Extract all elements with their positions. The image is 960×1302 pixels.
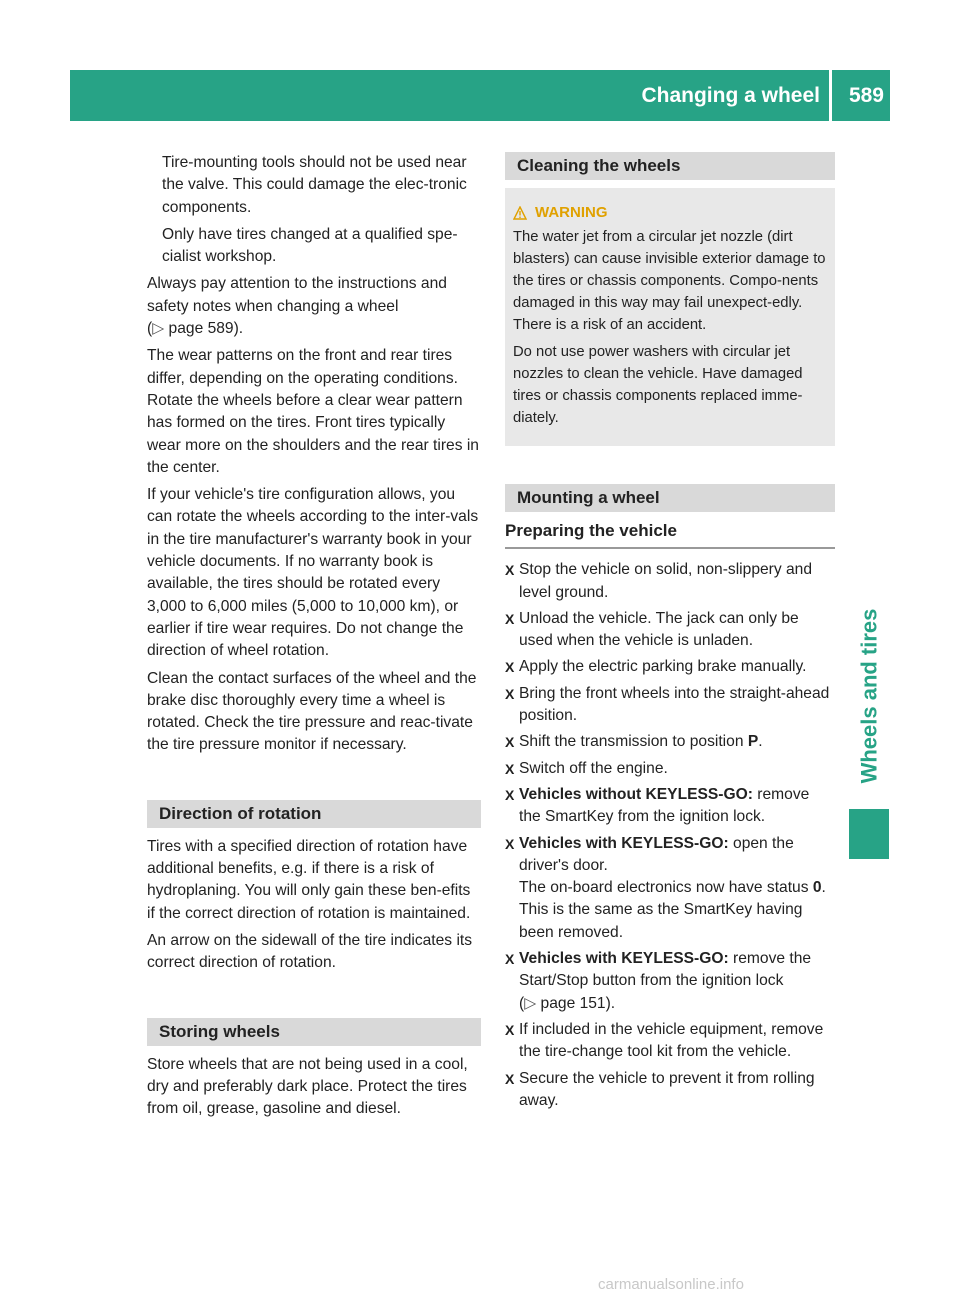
- step-bullet-icon: X: [505, 685, 515, 702]
- step-bullet-icon: X: [505, 659, 515, 676]
- side-tab-label: Wheels and tires: [856, 608, 881, 784]
- header-separator: [829, 70, 832, 121]
- warning-box: [505, 188, 835, 446]
- list-item: X Shift the transmission to position P.: [505, 731, 835, 753]
- right-column: [505, 152, 835, 1116]
- page-ref-open: (: [147, 320, 153, 338]
- page-header: [70, 70, 890, 121]
- paragraph-direction-1: Tires with a specified direction of rotation have additional benefits, e.g. if there is a risk of hydroplaning. You will only gain these ben-efits if the correct direction of rotation is maintained.: [147, 837, 471, 922]
- note-workshop: Only have tires changed at a qualified spe-cialist workshop.: [162, 225, 458, 266]
- page-ref-link[interactable]: page 151).: [540, 994, 616, 1012]
- list-item: X Vehicles with KEYLESS-GO: remove the Start/Stop button from the ignition lock (▷ page 151).: [505, 950, 812, 1012]
- list-item: X Unload the vehicle. The jack can only be used when the vehicle is unladen.: [505, 609, 799, 650]
- section-storing-wheels: Storing wheels: [147, 1018, 481, 1046]
- page-number: 589: [848, 84, 884, 107]
- left-column: [147, 152, 481, 1125]
- section-cleaning-wheels: Cleaning the wheels: [505, 152, 835, 180]
- step-bullet-icon: X: [505, 734, 515, 751]
- paragraph-safety-text: Always pay attention to the instructions and safety notes when changing a wheel: [147, 275, 447, 315]
- list-item: X Bring the front wheels into the straight-ahead position.: [505, 684, 830, 725]
- step-bullet-icon: X: [505, 610, 515, 627]
- warning-text-2: Do not use power washers with circular jet nozzles to clean the vehicle. Have damaged tires or chassis components replaced imme-diately.: [513, 344, 803, 426]
- note-tools: Tire-mounting tools should not be used near the valve. This could damage the elec-tronic components.: [162, 154, 467, 216]
- side-tab: [849, 600, 889, 792]
- paragraph-clean-contact: Clean the contact surfaces of the wheel and the brake disc thoroughly every time a wheel is rotated. Check the tire pressure and reac-tivate the tire pressure monitor if necessary.: [147, 669, 477, 754]
- preparation-steps: [505, 559, 835, 1112]
- footer-watermark: carmanualsonline.info: [598, 1276, 744, 1293]
- page-ref-arrow-icon: ▷: [524, 994, 537, 1012]
- paragraph-rotation-intervals: If your vehicle's tire configuration allows, you can rotate the wheels according to the inter-vals in the tire manufacturer's warranty book in your vehicle documents. If no warranty book is available, the tires should be rotated every 3,000 to 6,000 miles (5,000 to 10,000 km), or earlier if tire wear requires. Do not change the direction of wheel rotation.: [147, 486, 479, 660]
- page-ref-arrow-icon: ▷: [152, 320, 165, 338]
- step-bullet-icon: X: [505, 760, 515, 777]
- chapter-title: Changing a wheel: [641, 84, 820, 107]
- step-bullet-icon: X: [505, 786, 515, 803]
- section-mounting-wheel: Mounting a wheel: [505, 484, 835, 512]
- step-bullet-icon: X: [505, 951, 515, 968]
- warning-triangle-icon: [513, 206, 527, 220]
- side-tab-marker: [849, 809, 889, 859]
- list-item: X If included in the vehicle equipment, remove the tire-change tool kit from the vehicle.: [505, 1020, 824, 1061]
- paragraph-storing: Store wheels that are not being used in a cool, dry and preferably dark place. Protect the tires from oil, grease, gasoline and diesel.: [147, 1055, 468, 1118]
- section-direction-of-rotation: Direction of rotation: [147, 800, 481, 828]
- step-bullet-icon: X: [505, 562, 515, 579]
- list-item: X Vehicles without KEYLESS-GO: remove the SmartKey from the ignition lock.: [505, 785, 810, 826]
- page-ref-link[interactable]: page 589).: [168, 320, 244, 338]
- paragraph-direction-2: An arrow on the sidewall of the tire indicates its correct direction of rotation.: [147, 931, 473, 972]
- list-item: X Switch off the engine.: [505, 758, 835, 780]
- warning-label: WARNING: [535, 204, 608, 221]
- list-item: X Stop the vehicle on solid, non-slippery and level ground.: [505, 561, 812, 601]
- step-bullet-icon: X: [505, 1021, 515, 1038]
- warning-header: [513, 202, 827, 224]
- list-item: X Apply the electric parking brake manually.: [505, 656, 835, 678]
- step-bullet-icon: X: [505, 1070, 515, 1087]
- subheading-preparing-vehicle: Preparing the vehicle: [505, 520, 835, 549]
- paragraph-wear-patterns: The wear patterns on the front and rear tires differ, depending on the operating conditions. Rotate the wheels before a clear wear pattern has formed on the tires. Front tires typically wear more on the shoulders and the rear tires in the center.: [147, 347, 479, 476]
- step-bullet-icon: X: [505, 835, 515, 852]
- list-item: X Vehicles with KEYLESS-GO: open the driver's door. The on-board electronics now have status 0. This is the same as the SmartKey having been removed.: [505, 834, 826, 941]
- list-item: X Secure the vehicle to prevent it from rolling away.: [505, 1069, 815, 1109]
- paragraph-safety: [147, 273, 481, 340]
- warning-text-1: The water jet from a circular jet nozzle (dirt blasters) can cause invisible exterior damage to the tires or chassis components. Compo-nents damaged in this way may fail unexpect-edly. There is a risk of an accident.: [513, 229, 826, 333]
